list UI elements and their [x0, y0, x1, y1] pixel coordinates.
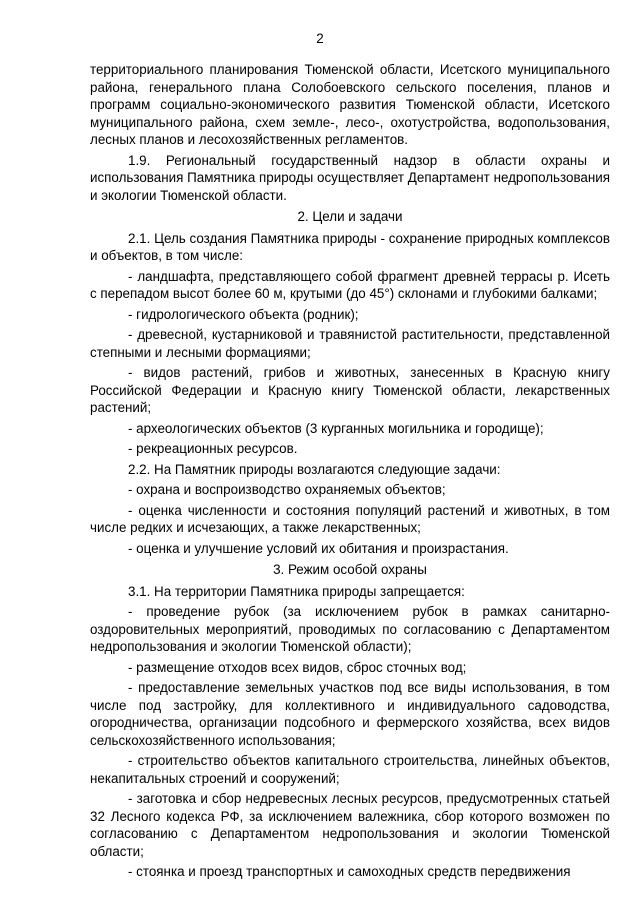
paragraph: - проведение рубок (за исключением рубок в рамках санитарно-оздоровительных мероприятий, проводимых по согласованию с Департаментом недропользования и экологии Тюменской области); [90, 604, 610, 654]
paragraph: - рекреационных ресурсов. [128, 441, 298, 456]
section-heading: 3. Режим особой охраны [273, 562, 427, 577]
page-number: 2 [316, 31, 324, 46]
paragraph: - древесной, кустарниковой и травянистой растительности, представленной степными и лесными формациями; [90, 327, 610, 360]
paragraph: 3.1. На территории Памятника природы запрещается: [128, 583, 465, 599]
paragraph: 2.1. Цель создания Памятника природы - сохранение природных комплексов и объектов, в том числе: [90, 230, 610, 263]
paragraph: территориального планирования Тюменской области, Исетского муниципального района, генерального плана Солобоевского сельского поселения, планов и программ социально-экономического развития Тюменской области, Исетского муниципального района, схем земле-, лесо-, охотустройства, водопользования, лесных планов и лесохозяйственных регламентов. [90, 62, 610, 147]
paragraph: - стоянка и проезд транспортных и самоходных средств передвижения [128, 864, 571, 879]
paragraph: 2.2. На Памятник природы возлагаются следующие задачи: [128, 461, 501, 477]
paragraph: - оценка численности и состояния популяций растений и животных, в том числе редких и исчезающих, а также лекарственных; [90, 502, 610, 535]
paragraph: - гидрологического объекта (родник); [128, 306, 359, 322]
section-heading: 2. Цели и задачи [297, 209, 403, 224]
paragraph: 1.9. Региональный государственный надзор в области охраны и использования Памятника природы осуществляет Департамент недропользования и экологии Тюменской области. [90, 152, 610, 203]
document-body [90, 61, 610, 881]
paragraph: - предоставление земельных участков под все виды использования, в том числе под застройку, для коллективного и индивидуального садоводства, огородничества, организации подсобного и фермерского хозяйства, всех видов сельскохозяйственного использования; [90, 680, 610, 748]
paragraph: - видов растений, грибов и животных, занесенных в Красную книгу Российской Федерации и Красную книгу Тюменской области, лекарственных растений; [90, 365, 610, 415]
paragraph: - заготовка и сбор недревесных лесных ресурсов, предусмотренных статьей 32 Лесного кодекса РФ, за исключением валежника, сбор которого возможен по согласованию с Департаментом недропользования и экологии Тюменской области; [90, 791, 610, 859]
paragraph: - ландшафта, представляющего собой фрагмент древней террасы р. Исеть с перепадом высот более 60 м, крутыми (до 45°) склонами и глубокими балками; [90, 268, 610, 301]
paragraph: - размещение отходов всех видов, сброс сточных вод; [128, 659, 467, 675]
paragraph: - оценка и улучшение условий их обитания и произрастания. [128, 540, 509, 556]
paragraph: - охрана и воспроизводство охраняемых объектов; [128, 482, 446, 497]
paragraph: - строительство объектов капитального строительства, линейных объектов, некапитальных строений и сооружений; [90, 753, 610, 786]
paragraph: - археологических объектов (3 курганных могильника и городище); [128, 420, 544, 436]
